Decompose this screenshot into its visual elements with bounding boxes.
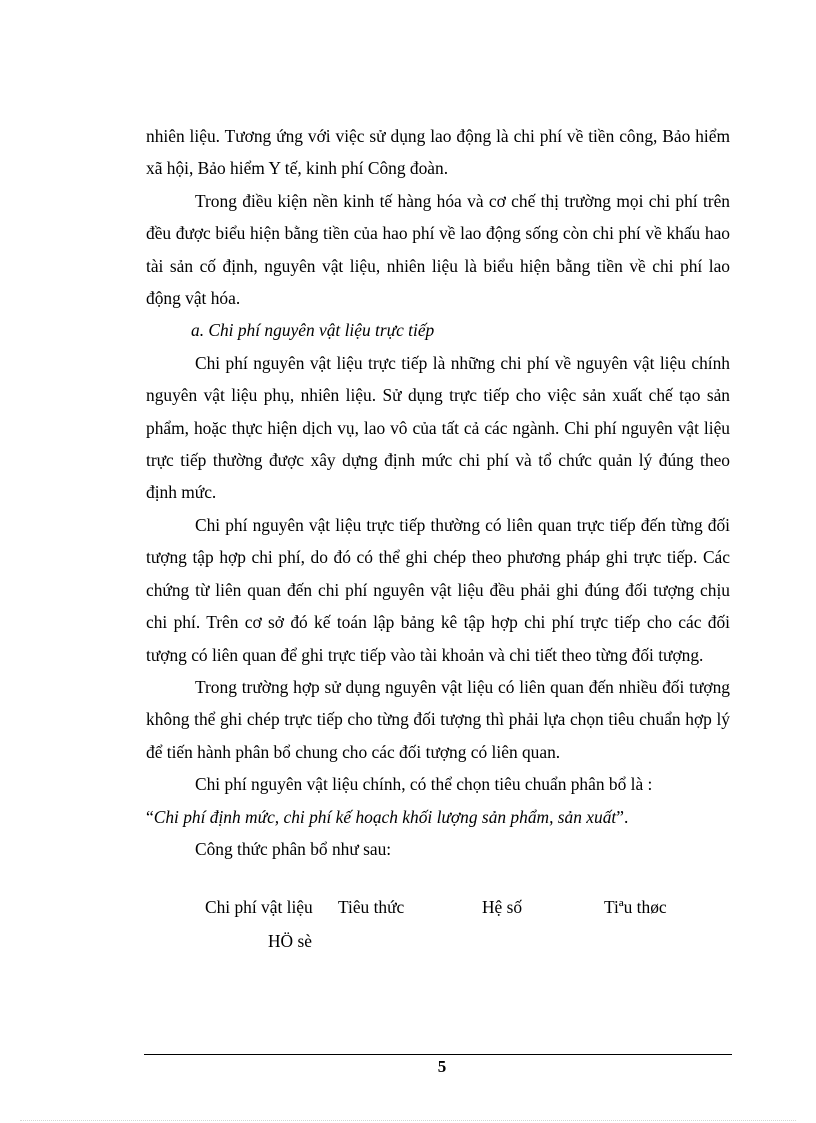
- body-text: [146, 120, 730, 865]
- formula-label-coefficient: Hệ số: [482, 897, 523, 917]
- quote-open: “: [146, 806, 154, 827]
- page-bottom-edge: [20, 1120, 796, 1121]
- paragraph-continuation: nhiên liệu. Tương ứng với việc sử dụng lao động là chi phí về tiền công, Bảo hiểm xã hội, Bảo hiểm Y tế, kinh phí Công đoàn.: [146, 126, 730, 179]
- paragraph-allocation: Trong trường hợp sử dụng nguyên vật liệu có liên quan đến nhiều đối tượng không thể ghi chép trực tiếp cho từng đối tượng thì phải lựa chọn tiêu chuẩn hợp lý để tiến hành phân bổ chung cho các đối tượng có liên quan.: [146, 676, 730, 762]
- formula-intro: Công thức phân bổ như sau:: [195, 838, 392, 859]
- formula-label-material-cost: Chi phí vật liệu: [205, 897, 313, 917]
- paragraph-criteria: Chi phí nguyên vật liệu chính, có thể chọn tiêu chuẩn phân bổ là :: [195, 774, 653, 795]
- quote-italic-text: Chi phí định mức, chi phí kế hoạch khối lượng sản phẩm, sản xuất: [153, 806, 617, 827]
- formula-label-criterion: Tiêu thức: [338, 897, 405, 917]
- formula-label-criterion-garbled: Tiªu thøc: [604, 897, 667, 917]
- section-heading: a. Chi phí nguyên vật liệu trực tiếp: [191, 320, 435, 341]
- page-number: 5: [437, 1057, 447, 1076]
- paragraph-definition: Chi phí nguyên vật liệu trực tiếp là những chi phí về nguyên vật liệu chính nguyên vật liệu phụ, nhiên liệu. Sử dụng trực tiếp cho việc sản xuất chế tạo sản phẩm, hoặc thực hiện dịch vụ, lao vô của tất cả các ngành. Chi phí nguyên vật liệu trực tiếp thường được xây dựng định mức chi phí và tổ chức quản lý đúng theo định mức.: [146, 352, 730, 503]
- quote-close: ”.: [616, 806, 629, 827]
- paragraph-direct-recording: Chi phí nguyên vật liệu trực tiếp thường có liên quan trực tiếp đến từng đối tượng tập hợp chi phí, do đó có thể ghi chép theo phương pháp ghi trực tiếp. Các chứng từ liên quan đến chi phí nguyên vật liệu đều phải ghi đúng đối tượng chịu chi phí. Trên cơ sở đó kế toán lập bảng kê tập hợp chi phí trực tiếp cho các đối tượng có liên quan để ghi trực tiếp vào tài khoản và chi tiết theo từng đối tượng.: [146, 514, 730, 665]
- paragraph-quote: [146, 801, 730, 833]
- paragraph-economy: Trong điều kiện nền kinh tế hàng hóa và cơ chế thị trường mọi chi phí trên đều được biểu hiện bằng tiền của hao phí về lao động sống còn chi phí về khấu hao tài sản cố định, nguyên vật liệu, nhiên liệu là biểu hiện bằng tiền về chi phí lao động vật hóa.: [146, 190, 730, 309]
- formula-label-coefficient-garbled: HÖ sè: [268, 931, 312, 951]
